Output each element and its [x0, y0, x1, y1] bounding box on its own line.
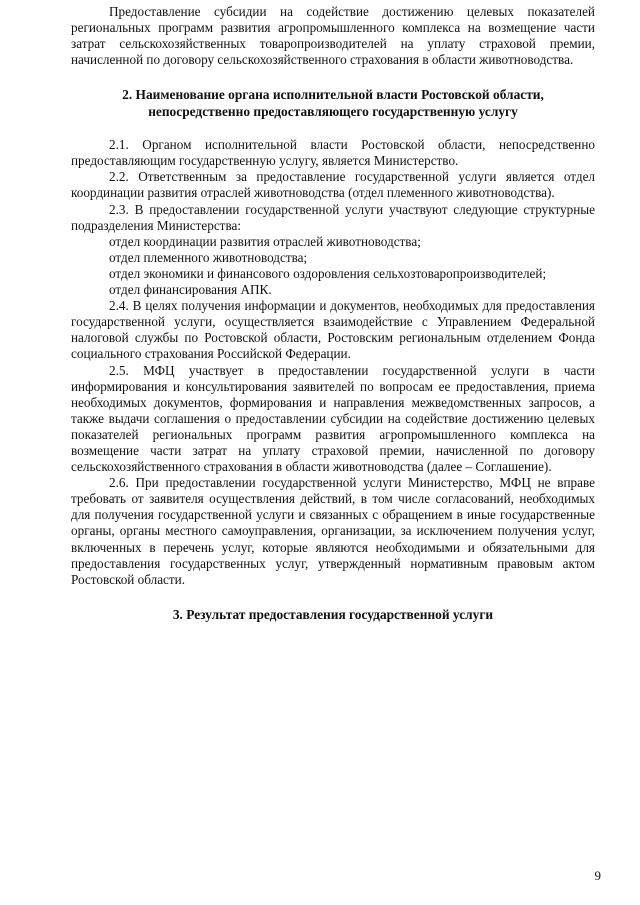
section-2-heading-line1: 2. Наименование органа исполнительной власти Ростовской области,: [122, 87, 544, 103]
paragraph-2-6: 2.6. При предоставлении государственной услуги Министерство, МФЦ не вправе требовать от заявителя осуществления действий, в том числе согласований, необходимых для получения государственной услуги и связанных с обращением в иные государственные органы, органы местного самоуправления, организации, за исключением получения услуг, включенных в перечень услуг, которые являются необходимыми и обязательными для предоставления государственных услуг, утвержденный нормативным правовым актом Ростовской области.: [71, 475, 595, 587]
department-list-item: отдел финансирования АПК.: [109, 282, 272, 298]
intro-paragraph: Предоставление субсидии на содействие достижению целевых показателей региональных программ развития агропромышленного комплекса на возмещение части затрат сельскохозяйственных товаропроизводителей на уплату страховой премии, начисленной по договору сельскохозяйственного страхования в области животноводства.: [71, 4, 595, 68]
department-list-item: отдел координации развития отраслей животноводства;: [109, 233, 421, 249]
section-3-heading: 3. Результат предоставления государственной услуги: [172, 606, 494, 622]
paragraph-2-1: 2.1. Органом исполнительной власти Ростовской области, непосредственно предоставляющим государственную услугу, является Министерство.: [71, 137, 595, 169]
paragraph-2-3: 2.3. В предоставлении государственной услуги участвуют следующие структурные подразделения Министерства:: [71, 201, 595, 233]
document-body: [71, 4, 595, 623]
paragraph-2-5: 2.5. МФЦ участвует в предоставлении государственной услуги в части информирования и консультирования заявителей по вопросам ее предоставления, приема необходимых документов, формирования и направления межведомственных запросов, а также выдачи соглашения о предоставлении субсидии на содействие достижению целевых показателей региональных программ развития агропромышленного комплекса на возмещение части затрат на уплату страховой премии, начисленной по договору сельскохозяйственного страхования в области животноводства (далее – Соглашение).: [71, 362, 595, 475]
department-list-item: отдел племенного животноводства;: [109, 249, 308, 265]
paragraph-2-4: 2.4. В целях получения информации и документов, необходимых для предоставления государственной услуги, осуществляется взаимодействие с Управлением Федеральной налоговой службы по Ростовской области, Ростовским региональным отделением Фонда социального страхования Российской Федерации.: [71, 298, 595, 362]
paragraph-2-2: 2.2. Ответственным за предоставление государственной услуги является отдел координации развития отраслей животноводства (отдел племенного животноводства).: [71, 169, 595, 201]
department-list-item: отдел экономики и финансового оздоровления сельхозтоваропроизводителей;: [109, 265, 547, 281]
page-number: 9: [594, 868, 601, 883]
section-2-heading: [71, 87, 595, 120]
section-2-heading-line2: непосредственно предоставляющего государственную услугу: [148, 103, 518, 119]
